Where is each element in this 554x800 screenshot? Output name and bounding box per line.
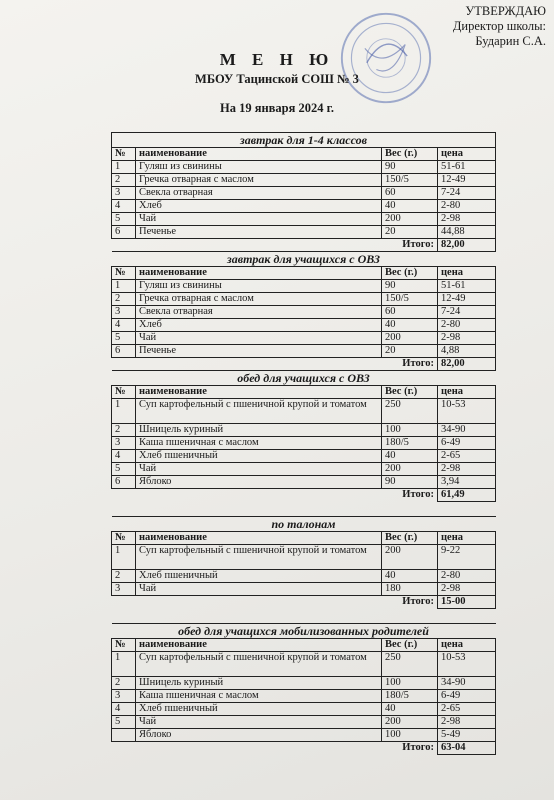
row-number: 6 xyxy=(112,476,136,489)
column-header-weight: Вес (г.) xyxy=(382,267,438,280)
dish-name: Гречка отварная с маслом xyxy=(136,174,382,187)
table-row xyxy=(112,319,496,332)
row-number: 5 xyxy=(112,213,136,226)
row-number: 2 xyxy=(112,424,136,437)
dish-name: Печенье xyxy=(136,345,382,358)
dish-price: 2-98 xyxy=(438,213,496,226)
dish-price: 34-90 xyxy=(438,424,496,437)
approval-heading: УТВЕРЖДАЮ xyxy=(465,4,546,18)
row-number: 4 xyxy=(112,319,136,332)
table-row xyxy=(112,677,496,690)
total-label: Итого: xyxy=(402,489,434,500)
column-header-number: № xyxy=(112,386,136,399)
dish-price: 51-61 xyxy=(438,280,496,293)
total-value: 63-04 xyxy=(438,742,496,755)
column-header-name: наименование xyxy=(136,639,382,652)
column-header-name: наименование xyxy=(136,386,382,399)
total-row xyxy=(112,239,496,252)
section-title-row xyxy=(112,371,496,386)
dish-name: Чай xyxy=(136,332,382,345)
school-name: МБОУ Тацинской СОШ № 3 xyxy=(195,72,359,86)
row-number: 6 xyxy=(112,345,136,358)
dish-name: Яблоко xyxy=(136,476,382,489)
approval-position: Директор школы: xyxy=(452,19,546,33)
row-number: 4 xyxy=(112,450,136,463)
total-label: Итого: xyxy=(402,742,434,753)
dish-price: 51-61 xyxy=(438,161,496,174)
section-title: обед для учащихся мобилизованных родителей xyxy=(112,624,496,639)
column-header-number: № xyxy=(112,267,136,280)
dish-weight: 100 xyxy=(382,677,438,690)
column-header-row xyxy=(112,386,496,399)
dish-name: Хлеб xyxy=(136,319,382,332)
dish-price: 6-49 xyxy=(438,690,496,703)
row-number: 2 xyxy=(112,570,136,583)
column-header-price: цена xyxy=(438,267,496,280)
row-number xyxy=(112,729,136,742)
dish-weight: 180/5 xyxy=(382,690,438,703)
dish-weight: 200 xyxy=(382,716,438,729)
table-row xyxy=(112,690,496,703)
dish-price: 44,88 xyxy=(438,226,496,239)
table-row xyxy=(112,729,496,742)
total-value: 82,00 xyxy=(438,239,496,252)
dish-weight: 100 xyxy=(382,729,438,742)
dish-weight: 40 xyxy=(382,319,438,332)
dish-price: 7-24 xyxy=(438,306,496,319)
section-spacer xyxy=(112,502,496,517)
row-number: 3 xyxy=(112,583,136,596)
dish-name: Печенье xyxy=(136,226,382,239)
table-row xyxy=(112,424,496,437)
table-row xyxy=(112,213,496,226)
dish-price: 4,88 xyxy=(438,345,496,358)
table-row xyxy=(112,450,496,463)
dish-price: 12-49 xyxy=(438,174,496,187)
table-row xyxy=(112,293,496,306)
dish-name: Суп картофельный с пшеничной крупой и томатом xyxy=(136,399,382,424)
dish-name: Суп картофельный с пшеничной крупой и томатом xyxy=(136,652,382,677)
dish-weight: 180 xyxy=(382,583,438,596)
table-row xyxy=(112,280,496,293)
dish-weight: 180/5 xyxy=(382,437,438,450)
row-number: 3 xyxy=(112,437,136,450)
row-number: 2 xyxy=(112,174,136,187)
dish-price: 2-80 xyxy=(438,319,496,332)
dish-name: Хлеб пшеничный xyxy=(136,450,382,463)
column-header-price: цена xyxy=(438,148,496,161)
dish-name: Суп картофельный с пшеничной крупой и томатом xyxy=(136,545,382,570)
row-number: 2 xyxy=(112,677,136,690)
column-header-weight: Вес (г.) xyxy=(382,386,438,399)
column-header-row xyxy=(112,532,496,545)
total-row xyxy=(112,596,496,609)
row-number: 1 xyxy=(112,399,136,424)
dish-name: Чай xyxy=(136,583,382,596)
dish-weight: 20 xyxy=(382,345,438,358)
dish-weight: 90 xyxy=(382,476,438,489)
column-header-row xyxy=(112,267,496,280)
total-row xyxy=(112,489,496,502)
row-number: 4 xyxy=(112,200,136,213)
table-row xyxy=(112,716,496,729)
column-header-row xyxy=(112,148,496,161)
dish-price: 2-80 xyxy=(438,570,496,583)
dish-name: Шницель куриный xyxy=(136,677,382,690)
table-row xyxy=(112,476,496,489)
column-header-weight: Вес (г.) xyxy=(382,639,438,652)
dish-weight: 40 xyxy=(382,200,438,213)
dish-weight: 40 xyxy=(382,570,438,583)
column-header-number: № xyxy=(112,148,136,161)
table-row xyxy=(112,226,496,239)
table-row xyxy=(112,306,496,319)
dish-price: 3,94 xyxy=(438,476,496,489)
dish-name: Хлеб xyxy=(136,200,382,213)
table-row xyxy=(112,161,496,174)
document-header xyxy=(0,50,554,116)
row-number: 4 xyxy=(112,703,136,716)
dish-name: Свекла отварная xyxy=(136,187,382,200)
row-number: 3 xyxy=(112,690,136,703)
total-value: 61,49 xyxy=(438,489,496,502)
dish-name: Чай xyxy=(136,213,382,226)
column-header-weight: Вес (г.) xyxy=(382,532,438,545)
table-row xyxy=(112,652,496,677)
dish-price: 2-80 xyxy=(438,200,496,213)
section-title-row xyxy=(112,252,496,267)
column-header-number: № xyxy=(112,639,136,652)
approval-block xyxy=(453,4,546,49)
row-number: 1 xyxy=(112,280,136,293)
dish-price: 2-98 xyxy=(438,463,496,476)
dish-weight: 60 xyxy=(382,187,438,200)
column-header-row xyxy=(112,639,496,652)
approval-signer: Бударин С.А. xyxy=(475,34,546,48)
dish-price: 7-24 xyxy=(438,187,496,200)
table-row xyxy=(112,570,496,583)
dish-weight: 200 xyxy=(382,332,438,345)
dish-weight: 90 xyxy=(382,280,438,293)
total-row xyxy=(112,742,496,755)
section-title-row xyxy=(112,517,496,532)
section-title: по талонам xyxy=(112,517,496,532)
dish-name: Хлеб пшеничный xyxy=(136,570,382,583)
table-row xyxy=(112,583,496,596)
row-number: 1 xyxy=(112,161,136,174)
dish-name: Гречка отварная с маслом xyxy=(136,293,382,306)
dish-price: 5-49 xyxy=(438,729,496,742)
dish-name: Шницель куриный xyxy=(136,424,382,437)
row-number: 5 xyxy=(112,463,136,476)
table-row xyxy=(112,187,496,200)
column-header-weight: Вес (г.) xyxy=(382,148,438,161)
section-title-row xyxy=(112,624,496,639)
dish-name: Хлеб пшеничный xyxy=(136,703,382,716)
column-header-price: цена xyxy=(438,532,496,545)
section-title: завтрак для учащихся с ОВЗ xyxy=(112,252,496,267)
total-value: 15-00 xyxy=(438,596,496,609)
dish-weight: 250 xyxy=(382,399,438,424)
row-number: 1 xyxy=(112,545,136,570)
table-row xyxy=(112,399,496,424)
column-header-name: наименование xyxy=(136,148,382,161)
dish-price: 9-22 xyxy=(438,545,496,570)
dish-price: 2-98 xyxy=(438,332,496,345)
dish-price: 2-65 xyxy=(438,703,496,716)
table-row xyxy=(112,200,496,213)
menu-tables xyxy=(111,132,495,755)
table-row xyxy=(112,174,496,187)
row-number: 2 xyxy=(112,293,136,306)
dish-name: Гуляш из свинины xyxy=(136,280,382,293)
dish-price: 2-98 xyxy=(438,583,496,596)
section-spacer xyxy=(112,609,496,624)
total-value: 82,00 xyxy=(438,358,496,371)
menu-date: На 19 января 2024 г. xyxy=(219,101,335,115)
column-header-price: цена xyxy=(438,386,496,399)
dish-price: 10-53 xyxy=(438,399,496,424)
total-label: Итого: xyxy=(402,358,434,369)
table-row xyxy=(112,703,496,716)
dish-price: 34-90 xyxy=(438,677,496,690)
dish-weight: 250 xyxy=(382,652,438,677)
section-title: завтрак для 1-4 классов xyxy=(112,133,496,148)
dish-weight: 40 xyxy=(382,450,438,463)
column-header-name: наименование xyxy=(136,267,382,280)
column-header-name: наименование xyxy=(136,532,382,545)
dish-weight: 100 xyxy=(382,424,438,437)
dish-weight: 60 xyxy=(382,306,438,319)
dish-price: 2-65 xyxy=(438,450,496,463)
dish-weight: 150/5 xyxy=(382,293,438,306)
menu-table xyxy=(111,132,496,755)
table-row xyxy=(112,332,496,345)
dish-name: Каша пшеничная с маслом xyxy=(136,437,382,450)
dish-weight: 200 xyxy=(382,463,438,476)
dish-weight: 20 xyxy=(382,226,438,239)
dish-weight: 40 xyxy=(382,703,438,716)
column-header-price: цена xyxy=(438,639,496,652)
dish-weight: 200 xyxy=(382,545,438,570)
row-number: 3 xyxy=(112,187,136,200)
row-number: 1 xyxy=(112,652,136,677)
column-header-number: № xyxy=(112,532,136,545)
dish-name: Чай xyxy=(136,463,382,476)
dish-name: Свекла отварная xyxy=(136,306,382,319)
dish-name: Гуляш из свинины xyxy=(136,161,382,174)
total-label: Итого: xyxy=(402,239,434,250)
page-title: М Е Н Ю xyxy=(219,50,335,69)
table-row xyxy=(112,463,496,476)
table-row xyxy=(112,345,496,358)
dish-price: 6-49 xyxy=(438,437,496,450)
dish-name: Чай xyxy=(136,716,382,729)
section-title-row xyxy=(112,133,496,148)
row-number: 5 xyxy=(112,716,136,729)
dish-name: Яблоко xyxy=(136,729,382,742)
dish-weight: 200 xyxy=(382,213,438,226)
table-row xyxy=(112,437,496,450)
dish-weight: 150/5 xyxy=(382,174,438,187)
total-row xyxy=(112,358,496,371)
row-number: 3 xyxy=(112,306,136,319)
dish-price: 10-53 xyxy=(438,652,496,677)
row-number: 6 xyxy=(112,226,136,239)
dish-weight: 90 xyxy=(382,161,438,174)
dish-name: Каша пшеничная с маслом xyxy=(136,690,382,703)
dish-price: 2-98 xyxy=(438,716,496,729)
table-row xyxy=(112,545,496,570)
total-label: Итого: xyxy=(402,596,434,607)
row-number: 5 xyxy=(112,332,136,345)
section-title: обед для учащихся с ОВЗ xyxy=(112,371,496,386)
dish-price: 12-49 xyxy=(438,293,496,306)
